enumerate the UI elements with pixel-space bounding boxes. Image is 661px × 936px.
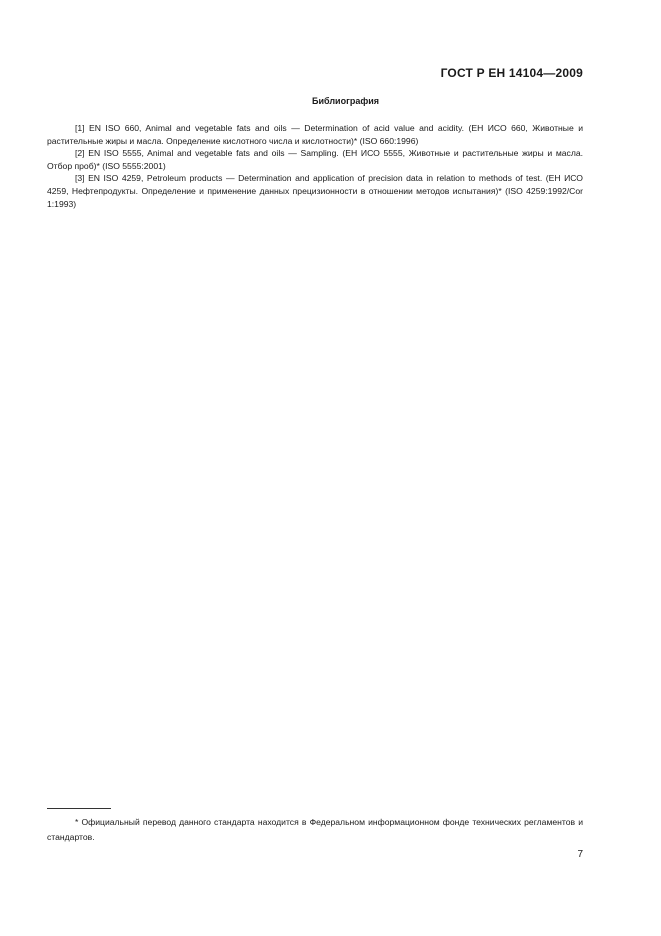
page-number: 7 [577,849,583,860]
document-code: ГОСТ Р ЕН 14104—2009 [440,66,583,80]
bibliography-item-1: [1] EN ISO 660, Animal and vegetable fats and oils — Determination of acid value and acidity. (ЕН ИСО 660, Животные и растительные жиры и масла. Определение кислотного числа и кислотности)* (ISO 660:1996) [47,123,583,146]
bibliography-title: Библиография [312,96,379,106]
bibliography-item-3: [3] EN ISO 4259, Petroleum products — Determination and application of precision data in relation to methods of test. (ЕН ИСО 4259, Нефтепродукты. Определение и применение данных прецизионности в отношении методов испытания)* (ISO 4259:1992/Cor 1:1993) [47,173,583,209]
footnote-divider [47,808,111,809]
footnote: * Официальный перевод данного стандарта находится в Федеральном информационном фонде технических регламентов и стандартов. [47,817,583,842]
bibliography-item-2: [2] EN ISO 5555, Animal and vegetable fats and oils — Sampling. (ЕН ИСО 5555, Животные и растительные жиры и масла. Отбор проб)* (ISO 5555:2001) [47,148,583,171]
bibliography-list [47,122,583,210]
